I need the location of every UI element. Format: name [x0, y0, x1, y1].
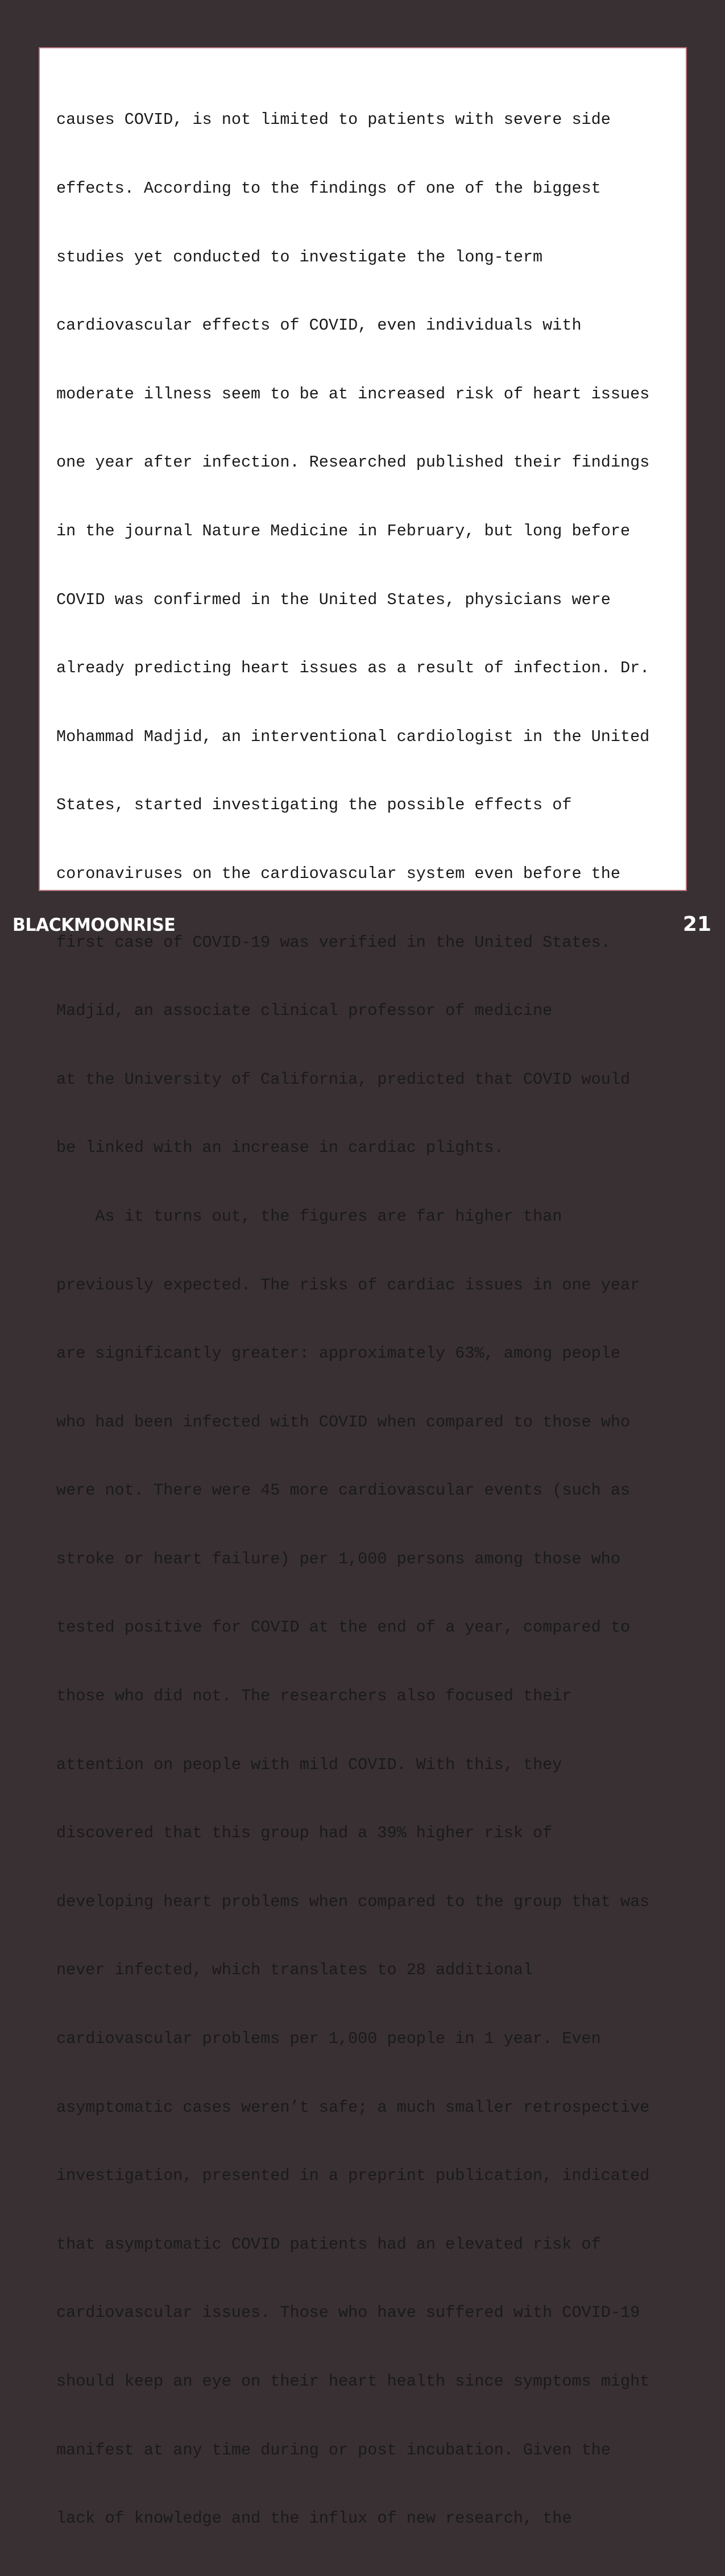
- article-line: that asymptomatic COVID patients had an elevated risk of: [56, 2234, 601, 2254]
- article-line: States, started investigating the possible effects of: [56, 796, 572, 815]
- article-line: cardiovascular issues. Those who have suffered with COVID-19: [56, 2303, 640, 2323]
- article-line: cardiovascular problems per 1,000 people in 1 year. Even: [56, 2029, 601, 2049]
- article-line: are significantly greater: approximately 63%, among people: [56, 1344, 620, 1363]
- article-line: should keep an eye on their heart health since symptoms might: [56, 2372, 650, 2391]
- article-line: who had been infected with COVID when compared to those who: [56, 1412, 631, 1431]
- article-line: tested positive for COVID at the end of a year, compared to: [56, 1618, 631, 1637]
- article-line: previously expected. The risks of cardiac issues in one year: [56, 1275, 640, 1295]
- article-line: Madjid, an associate clinical professor of medicine: [56, 1001, 553, 1021]
- article-line: As it turns out, the figures are far higher than: [56, 1206, 562, 1226]
- article-line: in the journal Nature Medicine in February, but long before: [56, 521, 631, 540]
- article-line: Mohammad Madjid, an interventional cardiologist in the United: [56, 727, 650, 746]
- article-line: coronaviruses on the cardiovascular system even before the: [56, 864, 620, 883]
- article-line: were not. There were 45 more cardiovascular events (such as: [56, 1481, 631, 1500]
- article-line: studies yet conducted to investigate the long-term: [56, 247, 543, 267]
- article-line: investigation, presented in a preprint publication, indicated: [56, 2166, 650, 2186]
- article-line: discovered that this group had a 39% higher risk of: [56, 1824, 553, 1843]
- article-line: developing heart problems when compared to the group that was: [56, 1892, 650, 1911]
- footer-brand: BLACKMOONRISE: [13, 914, 176, 936]
- article-line: stroke or heart failure) per 1,000 persons among those who: [56, 1549, 620, 1568]
- article-line: COVID was confirmed in the United States, physicians were: [56, 590, 611, 609]
- article-line: lack of knowledge and the influx of new research, the: [56, 2509, 572, 2528]
- article-line: at the University of California, predicted that COVID would: [56, 1069, 631, 1089]
- article-line: manifest at any time during or post incubation. Given the: [56, 2440, 611, 2460]
- article-line: be linked with an increase in cardiac plights.: [56, 1138, 504, 1158]
- article-line: attention on people with mild COVID. With this, they: [56, 1755, 562, 1774]
- page-number: 21: [682, 913, 711, 936]
- article-line: moderate illness seem to be at increased risk of heart issues: [56, 384, 650, 403]
- article-line: effects. According to the findings of one of the biggest: [56, 179, 601, 198]
- article-line: those who did not. The researchers also focused their: [56, 1687, 572, 1706]
- article-line: cardiovascular effects of COVID, even individuals with: [56, 316, 582, 335]
- article-body: [56, 63, 682, 2576]
- article-line: causes COVID, is not limited to patients with severe side: [56, 110, 611, 130]
- article-line: asymptomatic cases weren’t safe; a much smaller retrospective: [56, 2098, 650, 2117]
- article-line: first case of COVID-19 was verified in the United States.: [56, 933, 611, 952]
- article-line: never infected, which translates to 28 additional: [56, 1961, 533, 1980]
- article-line: already predicting heart issues as a result of infection. Dr.: [56, 659, 650, 678]
- article-line: one year after infection. Researched published their findings: [56, 453, 650, 472]
